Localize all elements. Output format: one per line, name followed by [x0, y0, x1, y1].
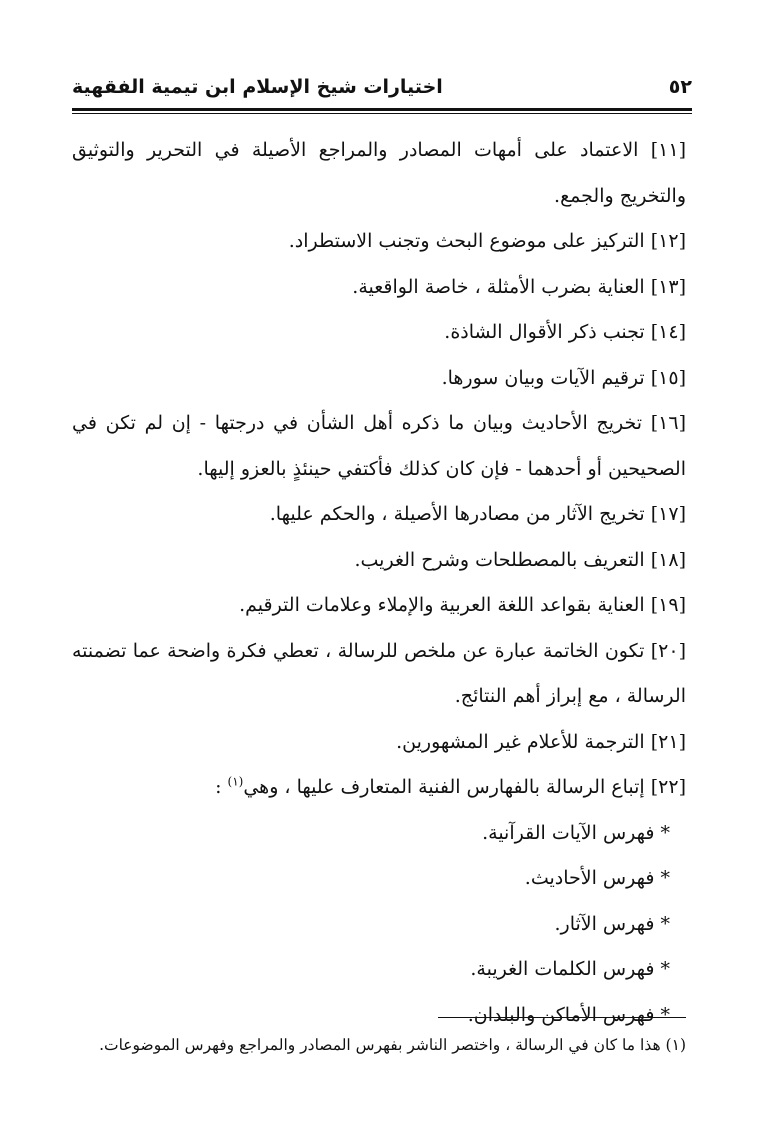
paragraph-item-13: [١٣] العناية بضرب الأمثلة ، خاصة الواقعية. [352, 275, 686, 298]
paragraph-item-18: [١٨] التعريف بالمصطلحات وشرح الغريب. [354, 548, 686, 571]
list-item: * فهرس الأحاديث. [524, 867, 670, 889]
list-item: * فهرس الآثار. [554, 912, 670, 935]
footnote-separator [438, 1017, 686, 1018]
paragraph-item-11: [١١] الاعتماد على أمهات المصادر والمراجع الأصيلة في التحرير والتوثيق والتخريج والجمع. [72, 139, 686, 207]
paragraph-item-16: [١٦] تخريج الأحاديث وبيان ما ذكره أهل الشأن في درجتها - إن لم تكن في الصحيحين أو أحدهما - فإن كان كذلك فأكتفي حينئذٍ بالعزو إليها. [72, 412, 686, 480]
paragraph-item-15: [١٥] ترقيم الآيات وبيان سورها. [441, 366, 686, 389]
header-rule-thin [72, 113, 692, 114]
list-item: * فهرس الآيات القرآنية. [482, 821, 670, 844]
list-item: * فهرس الأماكن والبلدان. [467, 1003, 670, 1026]
footnote-reference[interactable]: (١) [227, 774, 244, 789]
paragraph-item-19: [١٩] العناية بقواعد اللغة العربية والإملاء وعلامات الترقيم. [239, 594, 686, 616]
page-header [72, 70, 692, 104]
footnote: (١) هذا ما كان في الرسالة ، واختصر الناشر بفهرس المصادر والمراجع وفهرس الموضوعات. [99, 1036, 686, 1054]
item-22-text: [٢٢] إتباع الرسالة بالفهارس الفنية المتعارف عليها ، وهي [243, 776, 686, 798]
running-title: اختيارات شيخ الإسلام ابن تيمية الفقهية [72, 76, 443, 98]
index-list [72, 811, 686, 1039]
paragraph-item-17: [١٧] تخريج الآثار من مصادرها الأصيلة ، والحكم عليها. [269, 503, 686, 525]
paragraph-item-14: [١٤] تجنب ذكر الأقوال الشاذة. [444, 321, 686, 343]
header-rule [72, 108, 692, 111]
paragraph-item-12: [١٢] التركيز على موضوع البحث وتجنب الاستطراد. [288, 230, 686, 252]
paragraph-item-22 [72, 765, 686, 811]
item-22-colon: : [215, 776, 228, 798]
paragraph-item-21: [٢١] الترجمة للأعلام غير المشهورين. [396, 730, 686, 753]
paragraph-item-20: [٢٠] تكون الخاتمة عبارة عن ملخص للرسالة ، تعطي فكرة واضحة عما تضمنته الرسالة ، مع إبراز أهم النتائج. [72, 639, 686, 707]
list-item: * فهرس الكلمات الغريبة. [470, 958, 670, 980]
page-number: ٥٢ [668, 76, 692, 98]
main-text [72, 128, 686, 1038]
